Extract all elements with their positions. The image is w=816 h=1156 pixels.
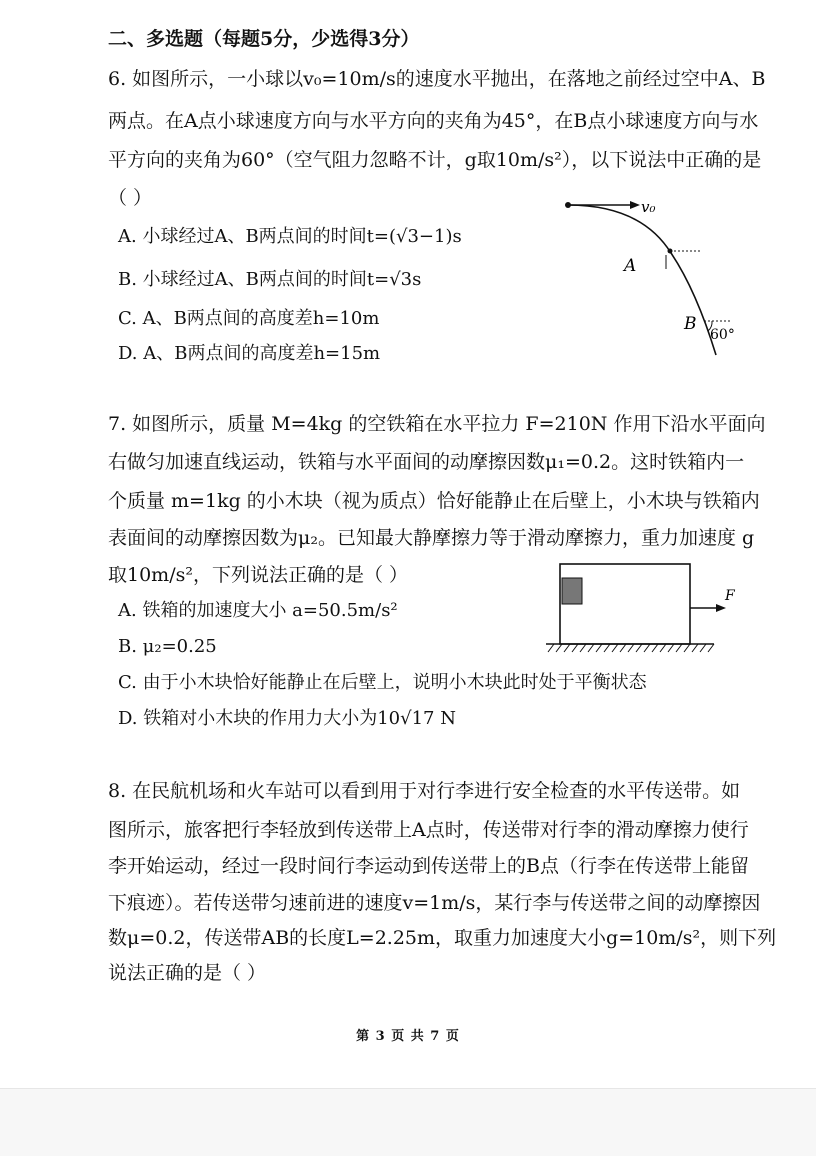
q8-line-5: 数μ=0.2，传送带AB的长度L=2.25m，取重力加速度大小g=10m/s²，则下列: [108, 927, 777, 949]
q7-line-5: 取10m/s²，下列说法正确的是（ ）: [108, 564, 409, 586]
q7-line-2: 右做匀加速直线运动，铁箱与水平面间的动摩擦因数μ₁=0.2。这时铁箱内一: [108, 451, 745, 473]
v0-label: v₀: [641, 198, 656, 216]
wood-block: [562, 578, 582, 604]
projectile-figure: [556, 185, 756, 375]
angle-label: 60°: [710, 327, 735, 343]
q7-option-c: C. 由于小木块恰好能静止在后壁上，说明小木块此时处于平衡状态: [118, 672, 647, 693]
q6-line-2: 两点。在A点小球速度方向与水平方向的夹角为45°，在B点小球速度方向与水: [108, 110, 759, 132]
page-bottom-margin: [0, 1088, 816, 1156]
iron-box-figure: [542, 558, 742, 658]
q7-option-a: A. 铁箱的加速度大小 a=50.5m/s²: [118, 600, 398, 621]
q8-line-1: 8. 在民航机场和火车站可以看到用于对行李进行安全检查的水平传送带。如: [108, 780, 741, 802]
force-label: F: [725, 588, 735, 604]
page-number: 第 3 页 共 7 页: [356, 1029, 460, 1044]
point-b-label: B: [684, 314, 697, 334]
q6-option-c: C. A、B两点间的高度差h=10m: [118, 308, 380, 329]
q7-line-3: 个质量 m=1kg 的小木块（视为质点）恰好能静止在后壁上，小木块与铁箱内: [108, 490, 760, 512]
ground-hatching: [548, 644, 714, 652]
q6-option-b: B. 小球经过A、B两点间的时间t=√3s: [118, 269, 422, 290]
q8-line-6: 说法正确的是（ ）: [108, 962, 267, 984]
q7-line-1: 7. 如图所示，质量 M=4kg 的空铁箱在水平拉力 F=210N 作用下沿水平面向: [108, 413, 766, 435]
q8-line-3: 李开始运动，经过一段时间行李运动到传送带上的B点（行李在传送带上能留: [108, 855, 749, 877]
force-arrowhead: [716, 604, 726, 612]
velocity-arrowhead: [630, 201, 640, 209]
q6-line-1: 6. 如图所示，一小球以v₀=10m/s的速度水平抛出，在落地之前经过空中A、B: [108, 68, 766, 90]
q7-option-d: D. 铁箱对小木块的作用力大小为10√17 N: [118, 708, 456, 729]
q6-line-4: （ ）: [108, 187, 153, 209]
section-header: 二、多选题（每题5分，少选得3分）: [108, 28, 420, 50]
q6-line-3: 平方向的夹角为60°（空气阻力忽略不计，g取10m/s²），以下说法中正确的是: [108, 149, 762, 171]
q7-option-b: B. μ₂=0.25: [118, 636, 217, 657]
q7-line-4: 表面间的动摩擦因数为μ₂。已知最大静摩擦力等于滑动摩擦力，重力加速度 g: [108, 527, 755, 549]
q8-line-2: 图所示，旅客把行李轻放到传送带上A点时，传送带对行李的滑动摩擦力使行: [108, 819, 749, 841]
q6-option-a: A. 小球经过A、B两点间的时间t=(√3−1)s: [118, 226, 462, 247]
q6-option-d: D. A、B两点间的高度差h=15m: [118, 343, 381, 364]
point-a-label: A: [624, 256, 637, 276]
q8-line-4: 下痕迹）。若传送带匀速前进的速度v=1m/s，某行李与传送带之间的动摩擦因: [108, 892, 761, 914]
